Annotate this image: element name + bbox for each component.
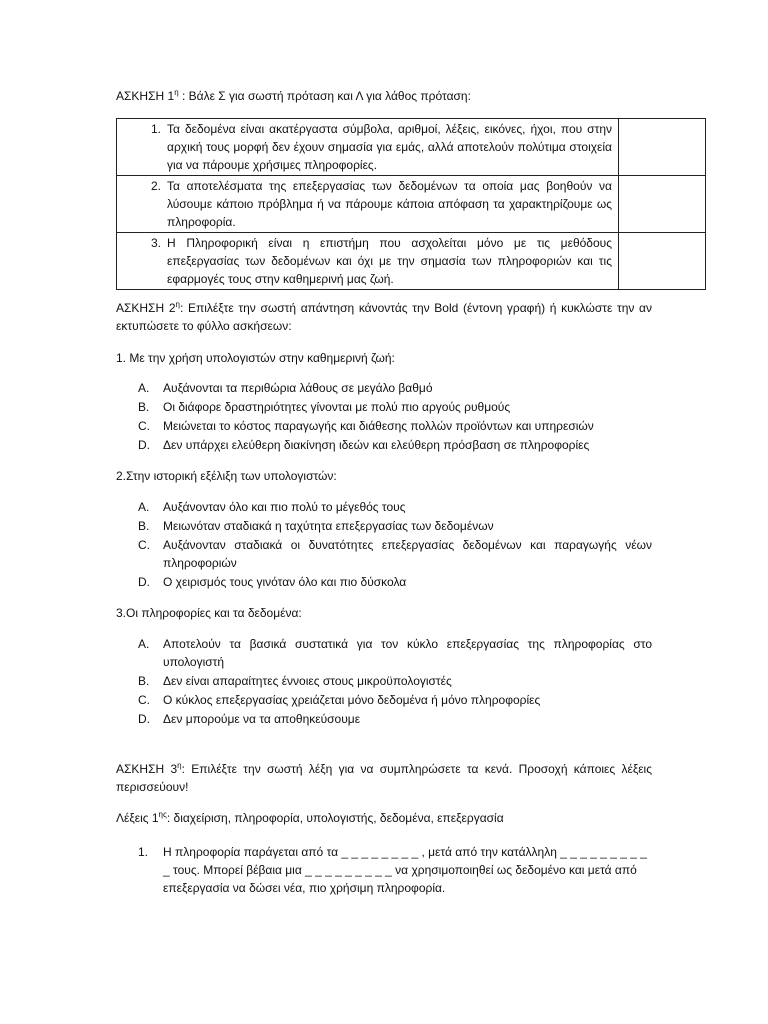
table-row	[117, 176, 706, 233]
statement-number: 3.	[150, 236, 161, 250]
option-b[interactable]: B. Οι διάφορε δραστηριότητες γίνονται με πολύ πιο αργούς ρυθμούς	[138, 400, 511, 414]
question-3-options	[138, 635, 652, 729]
option-b[interactable]: B. Δεν είναι απαραίτητες έννοιες στους μικροϋπολογιστές	[138, 674, 452, 688]
exercise-3-title: ΑΣΚΗΣΗ $3^\eta$: Επιλέξτε την σωστή λέξη για να συμπληρώσετε τα κενά. Προσοχή κάποιες λέξεις περισσεύουν!	[116, 761, 652, 794]
table-row	[117, 119, 706, 176]
statement-text: Τα δεδομένα είναι ακατέργαστα σύμβολα, αριθμοί, λέξεις, εικόνες, ήχοι, που στην αρχική τους μορφή δεν έχουν σημασία για εμάς, αλλά αποτελούν πολύτιμα στοιχεία για να πάρουμε χρήσιμες πληροφορίες.	[167, 122, 612, 172]
answer-cell[interactable]	[619, 119, 706, 176]
table-row	[117, 233, 706, 290]
option-d[interactable]: D. Δεν υπάρχει ελεύθερη διακίνηση ιδεών και ελεύθερη πρόσβαση σε πληροφορίες	[138, 438, 590, 452]
fill-in-item	[138, 843, 652, 897]
option-b[interactable]: B. Μειωνόταν σταδιακά η ταχύτητα επεξεργασίας των δεδομένων	[138, 519, 494, 533]
option-c[interactable]: C. Αυξάνονταν σταδιακά οι δυνατότητες επεξεργασίας δεδομένων και παραγωγής νέων πληροφοριών	[138, 538, 652, 570]
true-false-table	[116, 118, 706, 290]
statement-number: 1.	[150, 122, 161, 136]
word-bank: Λέξεις $1^{\eta\varsigma}$: διαχείριση, πληροφορία, υπολογιστής, δεδομένα, επεξεργασία	[116, 810, 504, 825]
option-d[interactable]: D. Ο χειρισμός τους γινόταν όλο και πιο δύσκολα	[138, 575, 407, 589]
exercise-1-title: ΑΣΚΗΣΗ $1^\eta$ : Βάλε Σ για σωστή πρόταση και Λ για λάθος πρόταση:	[116, 88, 471, 103]
statement-number: 2.	[150, 179, 161, 193]
fill-in-text: Η πληροφορία παράγεται από τα _ _ _ _ _ _ _ _ , μετά από την κατάλληλη _ _ _ _ _ _ _ _ _ _ τους. Μπορεί βέβαια μια _ _ _ _ _ _ _ _ _ να χρησιμοποιηθεί ως δεδομένο και μετά από επεξεργασία να δώσει νέα, πιο χρήσιμη πληροφορία.	[163, 845, 647, 895]
answer-cell[interactable]	[619, 233, 706, 290]
option-c[interactable]: C. Ο κύκλος επεξεργασίας χρειάζεται μόνο δεδομένα ή μόνο πληροφορίες	[138, 693, 541, 707]
option-a[interactable]: A. Αυξάνονται τα περιθώρια λάθους σε μεγάλο βαθμό	[138, 381, 433, 395]
statement-text: Η Πληροφορική είναι η επιστήμη που ασχολείται μόνο με τις μεθόδους επεξεργασίας των δεδομένων και όχι με την σημασία των πληροφοριών και τις εφαρμογές τους στην καθημερινή μας ζωή.	[167, 236, 612, 286]
answer-cell[interactable]	[619, 176, 706, 233]
fill-in-number: 1.	[138, 845, 149, 859]
option-a[interactable]: A. Αυξάνονταν όλο και πιο πολύ το μέγεθός τους	[138, 500, 406, 514]
question-1-options	[138, 379, 652, 455]
question-3: 3.Οι πληροφορίες και τα δεδομένα:	[116, 606, 302, 620]
option-d[interactable]: D. Δεν μπορούμε να τα αποθηκεύσουμε	[138, 712, 361, 726]
question-1: 1. Με την χρήση υπολογιστών στην καθημερινή ζωή:	[116, 351, 395, 365]
statement-text: Τα αποτελέσματα της επεξεργασίας των δεδομένων τα οποία μας βοηθούν να λύσουμε κάποιο πρόβλημα ή να πάρουμε κάποια απόφαση τα χαρακτηρίζουμε ως πληροφορία.	[167, 179, 612, 229]
question-2-options	[138, 498, 652, 592]
option-c[interactable]: C. Μειώνεται το κόστος παραγωγής και διάθεσης πολλών προϊόντων και υπηρεσιών	[138, 419, 594, 433]
question-2: 2.Στην ιστορική εξέλιξη των υπολογιστών:	[116, 469, 337, 483]
exercise-2-title: ΑΣΚΗΣΗ $2^\eta$: Επιλέξτε την σωστή απάντηση κάνοντάς την Bold (έντονη γραφή) ή κυκλώστε την αν εκτυπώσετε το φύλλο ασκήσεων:	[116, 300, 652, 333]
option-a[interactable]: A. Αποτελούν τα βασικά συστατικά για τον κύκλο επεξεργασίας της πληροφορίας στο υπολογιστή	[138, 637, 652, 669]
